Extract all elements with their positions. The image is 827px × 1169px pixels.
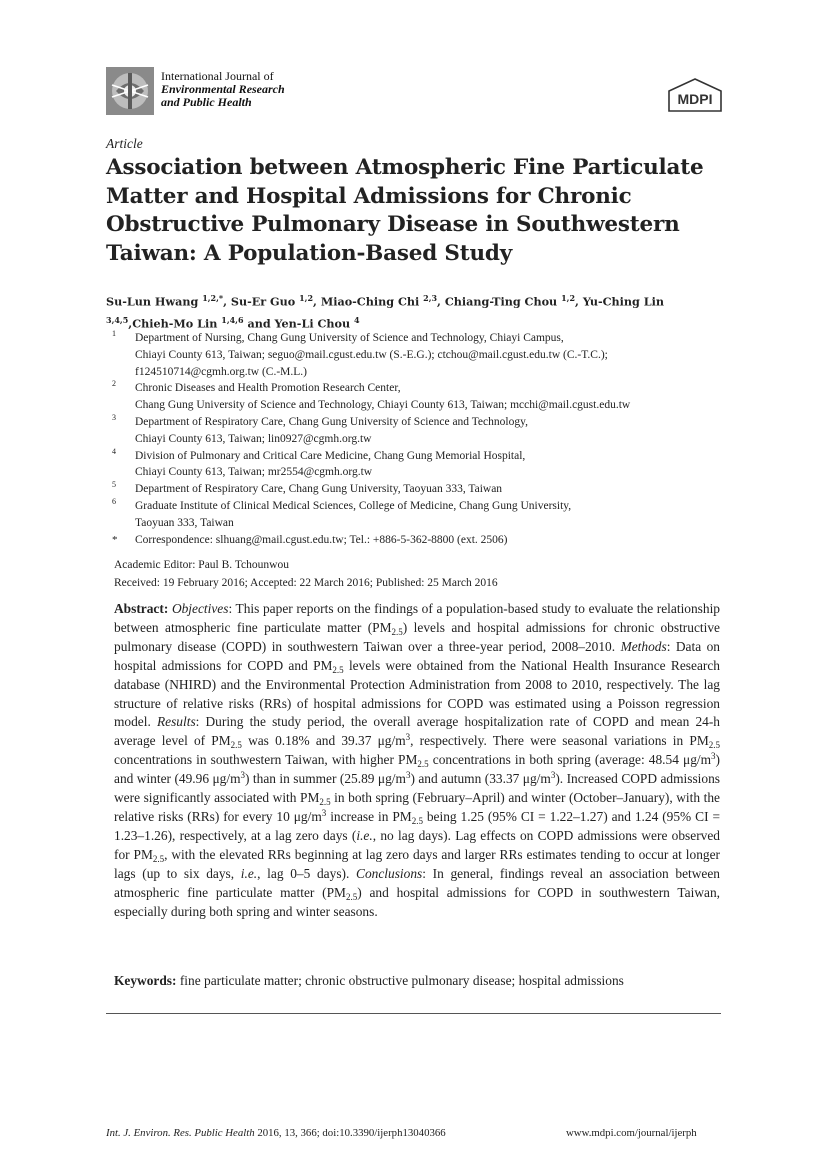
affiliation-number: 1 xyxy=(112,329,116,338)
affiliation-list xyxy=(112,330,727,548)
affiliation-line: Correspondence: slhuang@mail.cgust.edu.tw; Tel.: +886-5-362-8800 (ext. 2506) xyxy=(135,533,508,546)
journal-name-line2: Environmental Research xyxy=(161,82,285,96)
abstract-text-segment: 2.5 xyxy=(332,664,344,675)
affiliation-number: 5 xyxy=(112,480,116,490)
abstract-text-segment: 2.5 xyxy=(411,815,423,826)
publication-dates: Received: 19 February 2016; Accepted: 22 March 2016; Published: 25 March 2016 xyxy=(114,576,498,589)
abstract-text-segment: 2.5 xyxy=(391,626,403,637)
footer-journal-url[interactable]: www.mdpi.com/journal/ijerph xyxy=(566,1127,697,1139)
author-affiliation-marker: 4 xyxy=(354,314,360,325)
affiliation-line: Department of Nursing, Chang Gung University of Science and Technology, Chiayi Campus, xyxy=(135,332,564,344)
abstract-text-segment: i.e. xyxy=(240,865,258,881)
academic-editor: Academic Editor: Paul B. Tchounwou xyxy=(114,559,289,571)
author-separator: , xyxy=(128,316,133,331)
journal-name-line3: and Public Health xyxy=(161,95,252,109)
abstract-text-segment: ) levels and hospital admissions for chronic obstructive pulmonary disease (COPD) in southwestern Taiwan over a three-year period, 2008–2010. xyxy=(114,619,720,654)
author-name: Chiang-Ting Chou xyxy=(444,294,562,309)
author-name: Chieh-Mo Lin xyxy=(132,316,222,331)
affiliation-line: Chang Gung University of Science and Technology, Chiayi County 613, Taiwan; mcchi@mail.cgust.edu.tw xyxy=(135,399,631,412)
author-name: Yu-Ching Lin xyxy=(582,294,664,309)
author-affiliation-marker: 1,4,6 xyxy=(221,314,244,325)
author-affiliation-marker: 1,2,* xyxy=(202,293,224,303)
affiliation-line: Chiayi County 613, Taiwan; mr2554@cgmh.org.tw xyxy=(135,466,373,479)
affiliation-item xyxy=(112,448,727,482)
abstract-text-segment: in both spring (February–April) and winter (October–January), with the relative risks (RRs) for every 10 μg/m xyxy=(114,790,720,824)
abstract-text-segment: 3 xyxy=(405,770,411,781)
affiliation-number: 2 xyxy=(112,379,116,389)
affiliation-line: Department of Respiratory Care, Chang Gung University, Taoyuan 333, Taiwan xyxy=(135,483,503,496)
abstract-text-segment: 3 xyxy=(405,732,411,743)
abstract-text-segment: 3 xyxy=(321,807,327,818)
author-name: Yen-Li Chou xyxy=(274,316,354,331)
abstract xyxy=(114,600,720,921)
author-separator: , xyxy=(223,294,231,309)
abstract-text-segment: Conclusions xyxy=(356,865,423,881)
abstract-text-segment: concentrations in southwestern Taiwan, with higher PM xyxy=(114,752,418,768)
abstract-text-segment: 2.5 xyxy=(345,891,358,902)
ijerph-logo-icon xyxy=(106,67,154,115)
abstract-text-segment: Objectives xyxy=(171,601,229,616)
affiliation-line: Taoyuan 333, Taiwan xyxy=(135,516,234,529)
abstract-text-segment: : During the study period, the overall average hospitalization rate of COPD and mean 24-h average level of PM xyxy=(114,714,720,749)
affiliation-item xyxy=(112,380,727,414)
abstract-text-segment: : In general, findings reveal an association between atmospheric fine particulate matter (PM xyxy=(114,865,721,900)
article-meta xyxy=(114,557,498,592)
keywords xyxy=(114,973,720,989)
abstract-text-segment: 2.5 xyxy=(319,797,331,808)
author-separator: , xyxy=(437,294,445,309)
author-affiliation-marker: 1,2 xyxy=(299,293,314,303)
journal-name xyxy=(161,70,285,109)
footer-journal-abbrev: Int. J. Environ. Res. Public Health xyxy=(106,1127,255,1139)
paper-title: Association between Atmospheric Fine Particulate Matter and Hospital Admissions for Chronic Obstructive Pulmonary Disease in Southwestern Taiwan: A Population-Based Study xyxy=(106,155,704,266)
affiliation-number: 6 xyxy=(112,496,116,506)
affiliation-item xyxy=(112,414,727,448)
affiliation-line: Chiayi County 613, Taiwan; seguo@mail.cgust.edu.tw (S.-E.G.); ctchou@mail.cgust.edu.tw (C.-T.C.); xyxy=(135,348,608,361)
affiliation-line: Department of Respiratory Care, Chang Gung University of Science and Technology, xyxy=(135,415,528,428)
abstract-text-segment: levels were obtained from the National Health Insurance Research database (NHIRD) and the Environmental Protection Administration from 2008 to 2010, respectively. The lag structure of relative risks (RRs) of hospital admissions for COPD was estimated using a Poisson regression model. xyxy=(114,657,720,730)
abstract-text-segment: Methods xyxy=(620,638,667,654)
affiliation-number: * xyxy=(112,533,118,546)
author-affiliation-marker: 3,4,5 xyxy=(106,314,129,325)
abstract-text-segment: 2.5 xyxy=(230,740,242,751)
abstract-text-segment: : Data on hospital admissions for COPD and PM xyxy=(114,638,720,673)
author-separator: , xyxy=(575,294,583,309)
abstract-text-segment: 2.5 xyxy=(417,759,429,770)
mdpi-logo-icon xyxy=(666,78,724,114)
mdpi-logo-text: MDPI xyxy=(677,91,713,107)
abstract-text-segment: 2.5 xyxy=(708,740,720,751)
author-list xyxy=(106,289,726,332)
affiliation-line: Graduate Institute of Clinical Medical Sciences, College of Medicine, Chang Gung University, xyxy=(135,499,572,512)
abstract-text-segment: , lag 0–5 days). xyxy=(257,865,357,881)
author-affiliation-marker: 1,2 xyxy=(561,293,576,303)
affiliation-line: Chronic Diseases and Health Promotion Research Center, xyxy=(135,382,401,395)
abstract-text-segment: 2.5 xyxy=(152,853,165,864)
keywords-text: fine particulate matter; chronic obstructive pulmonary disease; hospital admissions xyxy=(179,973,624,988)
author-affiliation-marker: 2,3 xyxy=(423,293,438,303)
affiliation-line: Division of Pulmonary and Critical Care Medicine, Chang Gung Memorial Hospital, xyxy=(135,449,526,462)
abstract-text-segment: ) than in summer (25.89 μg/m xyxy=(245,771,406,787)
author-separator: , xyxy=(313,294,321,309)
abstract-text-segment: ) and autumn (33.37 μg/m xyxy=(410,771,551,787)
keywords-label: Keywords: xyxy=(114,973,177,988)
journal-name-line1: International Journal of xyxy=(161,69,274,83)
abstract-text-segment: ). Increased COPD admissions were significantly associated with PM xyxy=(114,771,721,806)
affiliation-line: Chiayi County 613, Taiwan; lin0927@cgmh.org.tw xyxy=(135,432,372,445)
affiliation-item xyxy=(112,330,727,380)
abstract-text-segment: Results xyxy=(156,714,196,730)
abstract-text-segment: 3 xyxy=(711,751,716,762)
affiliation-line: f124510714@cgmh.org.tw (C.-M.L.) xyxy=(135,365,308,378)
affiliation-item xyxy=(112,532,727,549)
affiliation-item xyxy=(112,498,727,532)
section-divider xyxy=(106,1013,721,1014)
author-name: Su-Er Guo xyxy=(230,294,300,309)
abstract-label: Abstract: xyxy=(114,601,169,616)
author-name: Miao-Ching Chi xyxy=(320,294,424,309)
abstract-text-segment: 3 xyxy=(240,770,245,781)
abstract-text-segment: : This paper reports on the findings of a population-based study to evaluate the relationship between atmospheric fine particulate matter (PM xyxy=(114,601,720,635)
footer-citation xyxy=(106,1127,446,1139)
abstract-text-segment: 3 xyxy=(550,770,556,781)
abstract-text-segment: being 1.25 (95% CI = 1.22–1.27) and 1.24 (95% CI = 1.23–1.26), respectively, at a lag zero days ( xyxy=(114,808,721,843)
abstract-text-segment: , respectively. There were seasonal variations in PM xyxy=(410,733,709,749)
abstract-text-segment: concentrations in both spring (average: 48.54 μg/m xyxy=(428,752,712,768)
abstract-text-segment: ) and hospital admissions for COPD in southwestern Taiwan, especially during both spring and winter seasons. xyxy=(114,884,720,919)
abstract-text-segment: , no lag days). Lag effects on COPD admissions were observed for PM xyxy=(114,827,720,862)
footer-citation-text: 2016, 13, 366; doi:10.3390/ijerph13040366 xyxy=(257,1127,446,1139)
abstract-text-segment: i.e. xyxy=(356,827,373,843)
abstract-text-segment: , with the elevated RRs beginning at lag zero days and larger RRs estimates tending to occur at longer lags (up to six days, xyxy=(114,846,720,881)
author-separator: and xyxy=(243,316,275,331)
affiliation-item xyxy=(112,481,727,498)
article-type: Article xyxy=(106,136,143,151)
author-name: Su-Lun Hwang xyxy=(106,294,203,309)
abstract-text-segment: was 0.18% and 39.37 μg/m xyxy=(241,733,406,749)
affiliation-number: 3 xyxy=(112,412,116,422)
abstract-text-segment: increase in PM xyxy=(326,808,412,824)
abstract-text-segment: ) and winter (49.96 μg/m xyxy=(114,752,720,787)
affiliation-number: 4 xyxy=(112,446,116,456)
